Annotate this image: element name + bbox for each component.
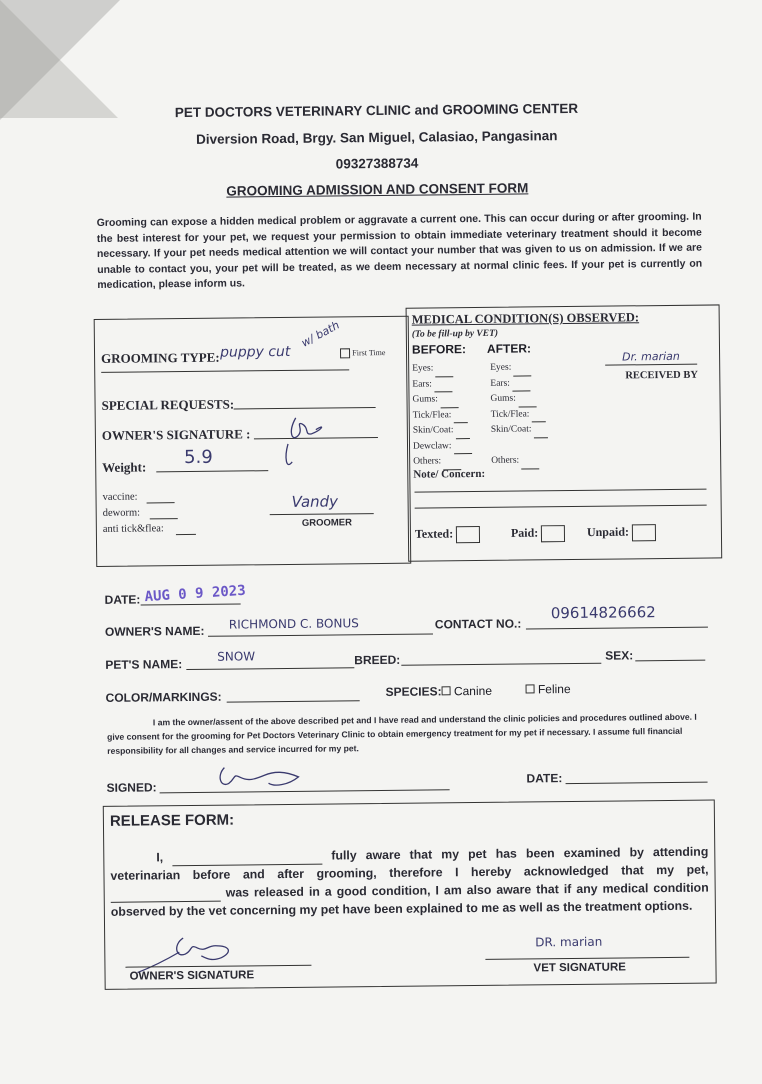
clinic-address: Diversion Road, Brgy. San Miguel, Calasiao, Pangasinan xyxy=(196,128,558,147)
signed-date-field[interactable] xyxy=(566,782,708,784)
species-feline-option[interactable]: Feline xyxy=(526,682,571,696)
anti-tick-field[interactable] xyxy=(176,534,196,535)
after-checklist xyxy=(490,360,548,469)
first-time-checkbox[interactable] xyxy=(340,348,350,358)
page-fold-shadow xyxy=(0,0,118,118)
groomer-name: Vandy xyxy=(291,492,339,511)
breed-field[interactable] xyxy=(401,663,601,666)
grooming-type-line xyxy=(101,369,349,373)
contact-label: CONTACT NO.: xyxy=(434,616,522,632)
before-item[interactable]: Eyes: xyxy=(412,361,471,377)
owner-name-value: RICHMOND C. BONUS xyxy=(228,616,359,632)
medical-title: MEDICAL CONDITION(S) OBSERVED: xyxy=(411,310,640,327)
before-item[interactable]: Tick/Flea: xyxy=(413,408,472,424)
before-item[interactable]: Dewclaw: xyxy=(413,439,472,455)
groomer-label: GROOMER xyxy=(301,517,353,529)
grooming-type-label: GROOMING TYPE: xyxy=(101,349,220,366)
after-item[interactable]: Eyes: xyxy=(490,360,547,376)
release-vet-sig-label: VET SIGNATURE xyxy=(533,961,626,975)
special-requests-field[interactable] xyxy=(234,407,376,409)
clinic-phone: 09327388734 xyxy=(335,155,419,172)
before-item[interactable]: Skin/Coat: xyxy=(413,423,472,439)
signed-label: SIGNED: xyxy=(106,780,157,795)
texted-option[interactable]: Texted: xyxy=(415,526,480,544)
pet-name-label: PET'S NAME: xyxy=(105,657,183,672)
intro-paragraph: Grooming can expose a hidden medical problem or aggravate a current one. This can occur during or after grooming. In the best interest for your pet, we request your permission to obtain immediate veterinary treatment should it become necessary. If your pet needs medical attention we will contact your number that was given to us on admission. If we are unable to contact you, your pet will be treated, as we deem necessary at normal clinic fees. If your pet is currently on medication, please inform us. xyxy=(96,210,703,291)
paid-checkbox[interactable] xyxy=(541,525,565,542)
weight-label: Weight: xyxy=(102,459,147,475)
pet-name-value: SNOW xyxy=(217,649,256,664)
before-item[interactable]: Ears: xyxy=(412,377,471,393)
weight-field[interactable] xyxy=(156,470,268,472)
deworm-label: deworm: xyxy=(102,507,141,519)
signed-date-label: DATE: xyxy=(526,771,563,786)
release-pet-field[interactable] xyxy=(111,901,221,903)
owner-signature-mark xyxy=(282,413,333,472)
before-label: BEFORE: xyxy=(411,342,467,357)
medical-subtitle: (To be fill-up by VET) xyxy=(411,328,499,340)
owner-signature-label: OWNER'S SIGNATURE : xyxy=(101,426,251,443)
first-time-label: First Time xyxy=(352,348,386,358)
deworm-field[interactable] xyxy=(150,518,178,519)
grooming-type-extra: w/ bath xyxy=(299,318,342,350)
vaccine-label: vaccine: xyxy=(102,491,138,503)
received-by-line[interactable] xyxy=(605,364,697,366)
form-title: GROOMING ADMISSION AND CONSENT FORM xyxy=(226,180,529,199)
received-by-name: Dr. marian xyxy=(622,349,680,364)
release-vet-sig-line[interactable] xyxy=(485,957,689,960)
breed-label: BREED: xyxy=(354,652,401,668)
contact-value: 09614826662 xyxy=(550,603,656,623)
color-markings-field[interactable] xyxy=(227,700,360,702)
groomer-line xyxy=(270,513,374,515)
date-label: DATE: xyxy=(104,592,141,607)
species-canine-option[interactable]: Canine xyxy=(442,684,493,699)
release-vet-name: DR. marian xyxy=(535,934,603,950)
release-paragraph: I, fully aware that my pet has been examined by attending veterinarian before and after grooming, therefore I hereby acknowledged that my pet, was released in a good condition, I am also aware that if any medical condition observed by the vet concerning my pet have been explained to me as well as the treatment options. xyxy=(110,844,709,919)
consent-paragraph: I am the owner/assent of the above described pet and I have read and understand the clinic policies and procedures outlined above. I give consent for the grooming for Pet Doctors Veterinary Clinic to obtain emergency treatment for my pet if necessary. I assume full financial responsibility for all changes and service incurred for my pet. xyxy=(106,711,697,756)
first-time-option[interactable] xyxy=(340,348,385,358)
owner-name-field[interactable] xyxy=(208,633,433,636)
canine-checkbox[interactable] xyxy=(442,686,451,695)
unpaid-checkbox[interactable] xyxy=(632,524,656,541)
owner-name-label: OWNER'S NAME: xyxy=(104,623,205,639)
received-by-label: RECEIVED BY xyxy=(625,369,698,382)
before-checklist xyxy=(412,361,472,470)
anti-tick-label: anti tick&flea: xyxy=(102,523,164,535)
medical-conditions-box xyxy=(406,304,723,561)
special-requests-label: SPECIAL REQUESTS: xyxy=(101,396,235,413)
after-label: AFTER: xyxy=(486,341,532,356)
after-item[interactable]: Others: xyxy=(491,453,548,469)
paid-option[interactable]: Paid: xyxy=(511,525,566,543)
release-title: RELEASE FORM: xyxy=(109,811,235,830)
release-owner-sig-label: OWNER'S SIGNATURE xyxy=(129,969,255,983)
contact-field[interactable] xyxy=(526,627,708,630)
note-label: Note/ Concern: xyxy=(413,467,486,481)
color-markings-label: COLOR/MARKINGS: xyxy=(105,689,222,705)
after-item[interactable]: Gums: xyxy=(490,391,547,407)
sex-label: SEX: xyxy=(605,648,634,663)
before-item[interactable]: Others: xyxy=(413,454,472,470)
release-name-field[interactable] xyxy=(172,864,322,867)
clinic-name: PET DOCTORS VETERINARY CLINIC and GROOMING CENTER xyxy=(174,100,579,121)
pet-name-field[interactable] xyxy=(186,667,354,670)
species-label: SPECIES: xyxy=(385,684,442,699)
texted-checkbox[interactable] xyxy=(456,526,480,543)
feline-checkbox[interactable] xyxy=(526,684,535,693)
grooming-details-box xyxy=(94,316,412,567)
after-item[interactable]: Tick/Flea: xyxy=(491,407,548,423)
owner-signed-mark xyxy=(214,761,304,794)
note-line-2[interactable] xyxy=(415,505,707,509)
before-item[interactable]: Gums: xyxy=(412,392,471,408)
unpaid-option[interactable]: Unpaid: xyxy=(587,524,656,542)
after-item[interactable]: Ears: xyxy=(490,376,547,392)
release-form-box xyxy=(103,800,717,990)
date-stamp: AUG 0 9 2023 xyxy=(144,582,247,606)
sex-field[interactable] xyxy=(635,660,705,662)
weight-value: 5.9 xyxy=(184,446,213,469)
after-item[interactable]: Skin/Coat: xyxy=(491,422,548,438)
note-line-1[interactable] xyxy=(414,489,706,493)
vaccine-field[interactable] xyxy=(147,502,175,503)
grooming-type-value[interactable]: puppy cut xyxy=(219,343,291,361)
